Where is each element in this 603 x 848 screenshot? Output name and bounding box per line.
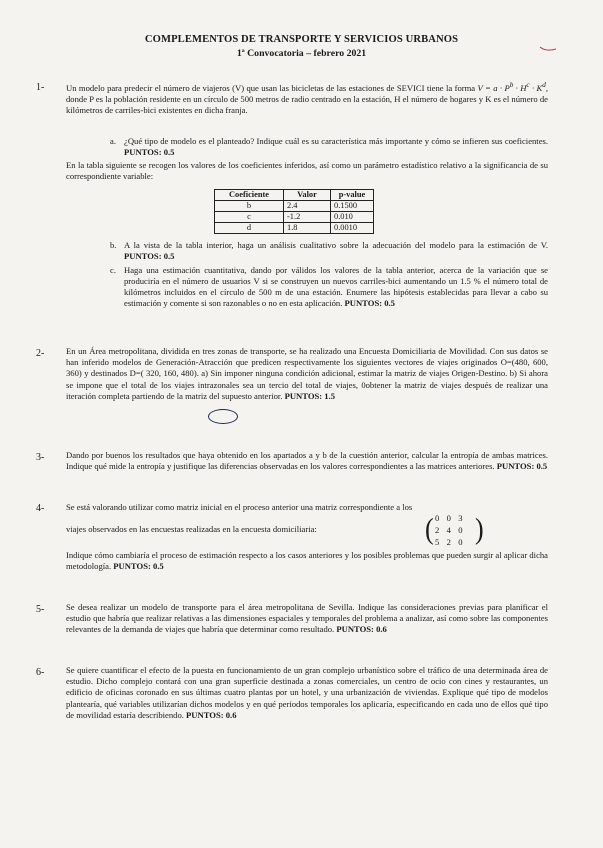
question-5-number: 5- [36, 604, 45, 615]
question-3-number: 3- [36, 452, 45, 463]
q1b-text: A la vista de la tabla interior, haga un análisis cualitativo sobre la adecuación del modelo para la estimación de V. [124, 240, 548, 250]
pen-mark-icon [538, 44, 558, 54]
question-5-text: Se desea realizar un modelo de transporte para el área metropolitana de Sevilla. Indique las consideraciones previas para planificar el estudio que habría que realizar relativas a las dimensiones espaciales y temporales del problema a analizar, así como sobre las componentes relevantes de la demanda de viajes que habría que determinar como resultado. PUNTOS: 0.6 [66, 602, 548, 635]
initial-matrix [425, 513, 485, 549]
question-4-text: Indique cómo cambiaría el proceso de estimación respecto a los casos anteriores y los posibles problemas que pueden surgir al aplicar dicha metodología. PUNTOS: 0.5 [66, 550, 548, 572]
question-4-line1: Se está valorando utilizar como matriz inicial en el proceso anterior una matriz correspondiente a los [66, 502, 413, 512]
q6-points: PUNTOS: 0.6 [186, 709, 237, 720]
table-row [215, 201, 374, 212]
matrix-row: 0 0 3 [435, 513, 464, 523]
question-1b [110, 240, 548, 262]
table-cell: 0.1500 [331, 201, 374, 212]
table-row [215, 212, 374, 223]
question-1-table-intro: En la tabla siguiente se recogen los valores de los coeficientes inferidos, así como un parámetro estadístico relativo a la significancia de su correspondiente variable: [66, 160, 548, 182]
table-header-pvalue: p-value [331, 190, 374, 201]
table-cell: b [215, 201, 284, 212]
table-cell: 0.010 [331, 212, 374, 223]
coefficients-table [214, 189, 374, 234]
q4-points: PUNTOS: 0.5 [113, 561, 164, 572]
question-1c [110, 265, 548, 309]
table-cell: 1.8 [284, 223, 331, 234]
q2-points: PUNTOS: 1.5 [284, 390, 336, 401]
question-6-number: 6- [36, 667, 45, 678]
q1a-label: a. [110, 136, 116, 146]
table-cell: c [215, 212, 284, 223]
q1b-points: PUNTOS: 0.5 [124, 251, 175, 261]
q1a-text: ¿Qué tipo de modelo es el planteado? Indique cuál es su característica más importante y cómo se infieren sus coeficientes. [124, 136, 548, 146]
question-1-intro [66, 80, 548, 116]
q1c-label: c. [110, 265, 116, 275]
question-4-number: 4- [36, 503, 45, 514]
matrix-right-bracket: ) [475, 512, 484, 546]
matrix-left-bracket: ( [425, 512, 434, 546]
q1-formula: $V = a \cdot P^b \cdot H^c \cdot K^d$ [477, 81, 546, 93]
table-header-valor: Valor [284, 190, 331, 201]
q1c-points: PUNTOS: 0.5 [344, 298, 395, 308]
question-1a [110, 136, 548, 158]
question-6-text: Se quiere cuantificar el efecto de la puesta en funcionamiento de un gran complejo urbanístico sobre el tráfico de una determinada área de estudio. Dicho complejo contará con una gran superficie destinada a zonas comerciales, un centro de ocio con cines y restaurantes, un edificio de oficinas coronado en sus últimas cuatro plantas por un hotel, y una urbanización de viviendas. Explique qué tipo de modelos plantearía, qué variables utilizarían dichos modelos y en qué periodos temporales los aplicaría, especificando en cada uno de ellos qué tipo de movilidad estaría describiendo. PUNTOS: 0.6 [66, 665, 548, 720]
q1c-text: Haga una estimación cuantitativa, dando por válidos los valores de la tabla anterior, acerca de la variación que se produciría en el número de usuarios V si se construyen un nuevos carriles-bici aumentando un 1.5 % el número total de kilómetros incluidos en el círculo de 500 m de una estación. Enumere las hipótesis establecidas para llevar a cabo su estimación y comente si son razonables o no en esta aplicación. [124, 265, 548, 308]
question-2-text: En un Área metropolitana, dividida en tres zonas de transporte, se ha realizado una Encuesta Domiciliaria de Movilidad. Con sus datos se han inferido modelos de Generación-Atracción que predicen respectivamente los siguientes vectores de viajes originados O=(480, 600, 360) y destinados D=( 320, 160, 480). a) Sin imponer ninguna condición adicional, estimar la matriz de viajes Origen-Destino. b) Si ahora se impone que el total de los viajes intrazonales sea un tercio del total de viajes, 0obtener la matriz de viajes después de realizar una iteración completa partiendo de la matriz del supuesto anterior. PUNTOS: 1.5 [66, 346, 548, 401]
q1-intro-text: Un modelo para predecir el número de viajeros (V) que usan las bicicletas de las estaciones de SEVICI tiene la forma [66, 82, 476, 93]
exam-title: COMPLEMENTOS DE TRANSPORTE Y SERVICIOS URBANOS [144, 34, 459, 45]
exam-subtitle: 1ª Convocatoria – febrero 2021 [236, 48, 367, 59]
table-cell: d [215, 223, 284, 234]
table-cell: 0.0010 [331, 223, 374, 234]
table-header-row [215, 190, 374, 201]
q5-points: PUNTOS: 0.6 [336, 624, 387, 635]
table-row [215, 223, 374, 234]
matrix-row: 2 4 0 [435, 525, 464, 535]
q1a-points: PUNTOS: 0.5 [124, 147, 175, 157]
q1-intro-text-2: , donde P es la población residente en un círculo de 500 metros de radio centrado en la estación, H el número de hogares y K es el número de kilómetros de carriles-bici existentes en dicha franja. [66, 82, 549, 116]
table-cell: 2.4 [284, 201, 331, 212]
handwritten-circle-mark [208, 409, 238, 424]
q1b-label: b. [110, 240, 117, 250]
table-cell: -1.2 [284, 212, 331, 223]
question-3-text: Dando por buenos los resultados que haya obtenido en los apartados a y b de la cuestión anterior, calcular la entropía de ambas matrices. Indique qué mide la entropía y justifique las diferencias observadas en los valores correspondientes a las matrices anteriores. PUNTOS: 0.5 [66, 450, 548, 472]
question-1-number: 1- [36, 82, 45, 93]
question-2-number: 2- [36, 348, 45, 359]
question-4-line2: viajes observados en las encuestas realizadas en la encuesta domiciliaria: [66, 524, 317, 534]
q3-points: PUNTOS: 0.5 [496, 461, 548, 472]
matrix-row: 5 2 0 [435, 537, 464, 547]
table-header-coeficiente: Coeficiente [215, 190, 284, 201]
